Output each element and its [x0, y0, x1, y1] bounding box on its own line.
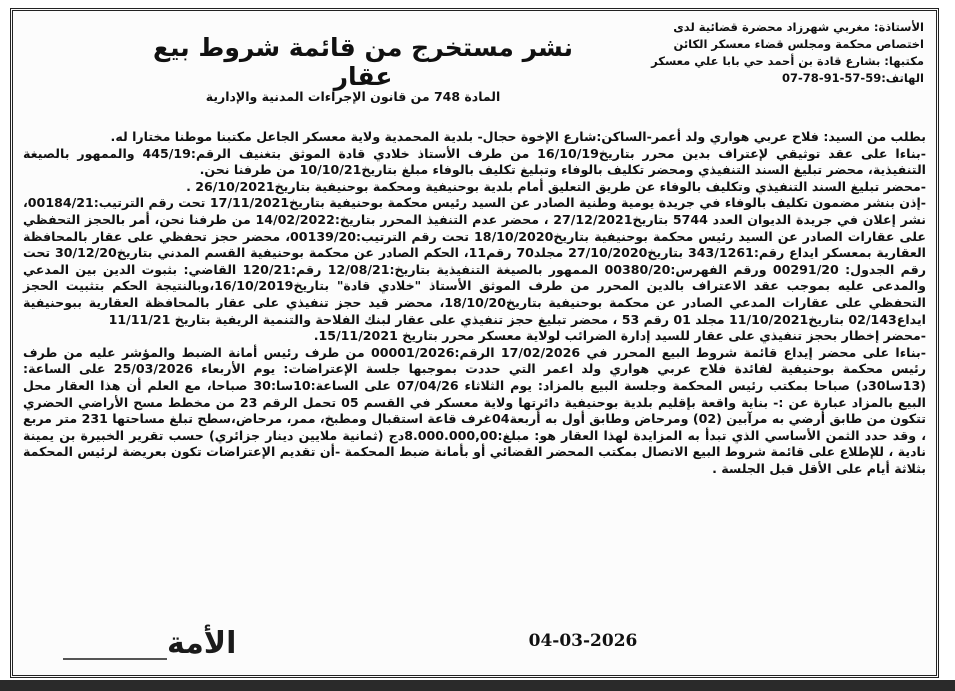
notice-title: نشر مستخرج من قائمة شروط بيع عقار: [153, 33, 573, 91]
legal-notice: [10, 8, 939, 678]
newspaper-logo-icon: [55, 621, 237, 665]
notice-subtitle: المادة 748 من قانون الإجراءات المدنية والإدارية: [205, 89, 501, 104]
office-line-1: الأستاذة: مغربي شهرزاد محضرة قضائية لدى: [673, 20, 924, 34]
office-phone: الهاتف:59-57-91-78-07: [782, 71, 924, 85]
page-bottom-rule: [0, 680, 955, 691]
paragraph-requester: بطلب من السيد: فلاح عربي هواري ولد أعمر-الساكن:شارع الإخوة حجال- بلدية المحمدية ولاية معسكر الجاعل مكتبنا موطنا مختارا له.: [110, 129, 926, 144]
office-line-2: اختصاص محكمة ومجلس قضاء معسكر الكائن: [673, 37, 924, 51]
publication-date: 04-03-2026: [528, 631, 638, 651]
paragraph-sale-conditions: -بناءا على محضر إيداع قائمة شروط البيع المحرر في 17/02/2026 الرقم:00001/2026 من طرف رئيس أمانة الضبط والمؤشر عليه من طرف رئيس محكمة بوحنيفية لفائدة فلاح عربي هواري ولد اعمر التي حددت بموجبها جلسة الإعتراضات: يوم الأربعاء 25/03/2026 على الساعة:(13سا30د) صباحا بمكتب رئيس المحكمة وجلسة البيع بالمزاد: يوم الثلاثاء 07/04/26 على الساعة:10سا:30 صباحا، مع العلم أن هذا العقار محل البيع بالمزاد عبارة عن :- بناية واقعة بإقليم بلدية بوحنيفية دائرتها ولاية معسكر في القسم 05 تحمل الرقم 23 من مخطط مسح الأراضي الحضري تتكون من طابق أرضي به مرآبين (02) ومرحاض وطابق أول به أربعة04غرف قاعة استقبال ومطبخ، ممر، مرحاض،سطح تبلغ مساحتها 231 متر مربع ، وقد حدد الثمن الأساسي الذي تبدأ به المزايدة لهذا العقار هو: مبلغ:8.000.000,00دج (ثمانية ملايين دينار جزائري) حسب تقرير الخبيرة بن يمينة نادية ، للإطلاع على قائمة شروط البيع الاتصال بمكتب المحضر القضائي أو بأمانة ضبط المحكمة -أن تقديم الإعتراضات تكون بعريضة لرئيس المحكمة بثلاثة أيام على الأقل قبل الجلسة .: [23, 344, 927, 476]
newspaper-logo: [55, 621, 237, 665]
notice-body: [23, 129, 926, 477]
paragraph-publication-order: -إذن بنشر مضمون تكليف بالوفاء في جريدة يومية وطنية الصادر عن السيد رئيس محكمة بوحنيفية بتاريخ17/11/2021 تحت رقم الترتيب:00184/21، نشر إعلان في جريدة الديوان العدد 5744 بتاريخ27/12/2021 ، محضر عدم التنفيذ المحرر بتاريخ:14/02/2022 من طرفنا نحن، أمر بالحجز التحفظي على عقارات الصادر عن السيد رئيس محكمة بوحنيفية بتاريخ18/10/2020 تحت رقم الترتيب:00139/20، محضر حجز تحفظي على عقار بالمحافظة العقارية بمعسكر ايداع رقم:343/1261 بتاريخ27/10/2020 مجلد70 رقم11، الحكم الصادر عن محكمة بوحنيفية القسم المدني بتاريخ30/12/20 تحت رقم الجدول: 00291/20 ورقم الفهرس:00380/20 الممهور بالصيغة التنفيذية بتاريخ:12/08/21 رقم:120/21 القاضي: بثبوت الدين بين المدعي والمدعى عليه بموجب عقد الاعتراف بالدين المحرر من طرف الموثق الأستاذ "خلادي قادة" بتاريخ16/10/2019،وبالنتيجة الحكم بتثبيت الحجز التحفظي على عقارات المدعي الصادر عن محكمة بوحنيفية بتاريخ18/10/20، محضر قيد حجز تنفيذي على عقار بالمحافظة العقارية ببوحنيفية ايداع02/143 بتاريخ11/10/2021 مجلد 01 رقم 53 ، محضر تبليغ حجز تنفيذي على عقار لبنك الفلاحة والتنمية الريفية بتاريخ 11/11/21: [23, 195, 926, 327]
notice-header: [13, 11, 936, 123]
logo-wordmark: الأمة: [167, 626, 237, 661]
notice-footer: [13, 617, 936, 675]
office-line-3: مكتبها: بشارع قادة بن أحمد حي بابا علي معسكر: [651, 54, 924, 68]
paragraph-notification: -محضر تبليغ السند التنفيذي وتكليف بالوفاء عن طريق التعليق أمام بلدية بوحنيفية ومحكمة بوحنيفية بتاريخ26/10/2021 .: [186, 178, 926, 194]
bailiff-office-block: [594, 19, 924, 87]
paragraph-tax-notice: -محضر إخطار بحجز تنفيذي على عقار للسيد إدارة الضرائب لولاية معسكر محرر بتاريخ 15/11/2021.: [313, 328, 926, 344]
paragraph-debt-deed: -بناءا على عقد توثيقي لإعتراف بدين محرر بتاريخ16/10/19 من طرف الأستاذ خلادي قادة الموثق بتغنيف الرقم:445/19 والممهور بالصيغة التنفيذية، محضر تبليغ السند التنفيذي ومحضر تكليف بالوفاء وتبليغ تكليف بالوفاء مبلغ بتاريخ10/10/21 من طرفنا نحن.: [23, 145, 926, 178]
